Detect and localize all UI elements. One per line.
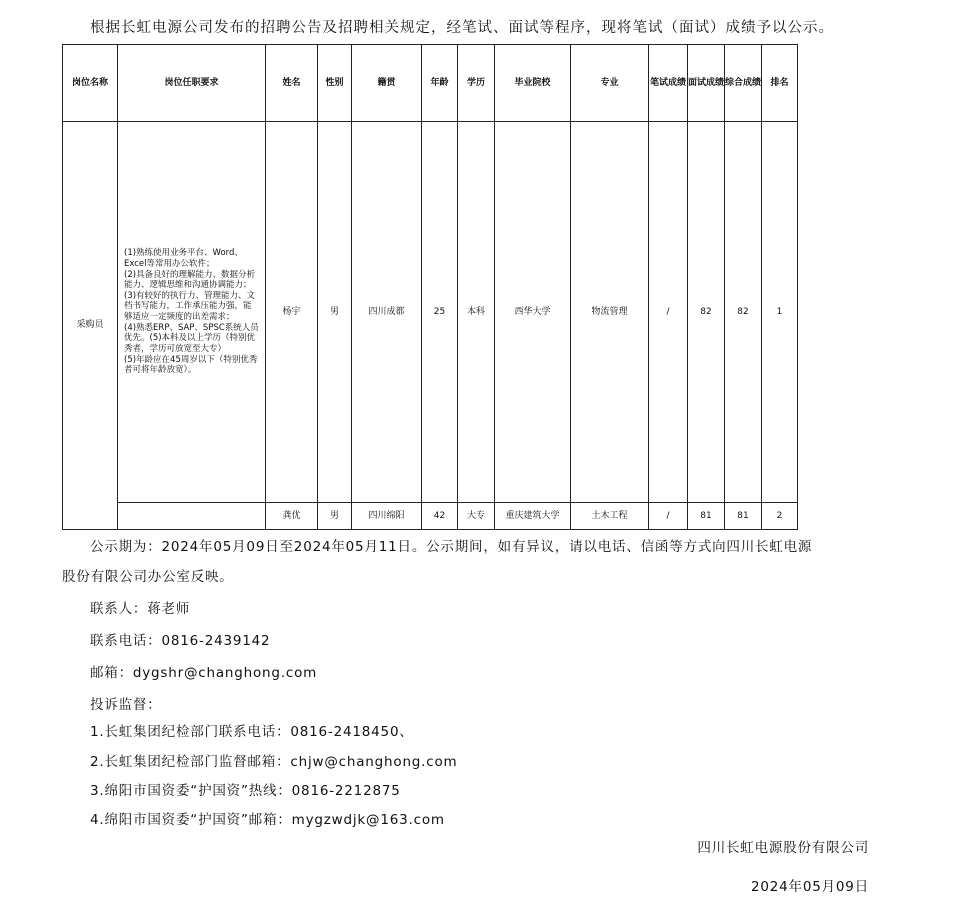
candidate-name: 杨宇 — [266, 122, 318, 503]
candidate-age: 42 — [422, 503, 458, 530]
candidate-rank: 2 — [762, 503, 798, 530]
signature-date: 2024年05月09日 — [750, 879, 869, 895]
candidate-origin: 四川绵阳 — [352, 503, 422, 530]
candidate-age: 25 — [422, 122, 458, 503]
header-total-score: 综合成绩 — [725, 45, 762, 122]
complaint-item: 2.长虹集团纪检部门监督邮箱：chjw@changhong.com — [90, 754, 458, 770]
requirement-item: (1)熟练使用业务平台、Word、Excel等常用办公软件； — [124, 248, 243, 269]
complaint-item: 3.绵阳市国资委“护国资”热线：0816-2212875 — [90, 783, 401, 799]
complaint-item: 4.绵阳市国资委“护国资”邮箱：mygzwdjk@163.com — [90, 812, 445, 828]
candidate-school: 重庆建筑大学 — [495, 503, 571, 530]
candidate-written-score: / — [649, 122, 688, 503]
candidate-total-score: 81 — [725, 503, 762, 530]
requirement-item: (5)年龄应在45周岁以下（特别优秀者可将年龄放宽）。 — [124, 354, 258, 376]
candidate-major: 物流管理 — [571, 122, 649, 503]
contact-phone: 联系电话：0816-2439142 — [90, 633, 271, 649]
candidate-total-score: 82 — [725, 122, 762, 503]
candidate-interview-score: 82 — [688, 122, 725, 503]
candidate-name: 龚优 — [266, 503, 318, 530]
candidate-gender: 男 — [318, 122, 352, 503]
header-rank: 排名 — [762, 45, 798, 122]
header-origin: 籍贯 — [352, 45, 422, 122]
intro-paragraph: 根据长虹电源公司发布的招聘公告及招聘相关规定，经笔试、面试等程序，现将笔试（面试）成绩予以公示。 — [90, 20, 834, 36]
table-header-row — [63, 45, 798, 122]
requirements-cell — [118, 122, 266, 503]
candidate-gender: 男 — [318, 503, 352, 530]
notice-period-line2: 股份有限公司办公室反映。 — [62, 569, 234, 585]
header-major: 专业 — [571, 45, 649, 122]
requirement-item: (4)熟悉ERP、SAP、SPSC系统人员优先。(5)本科及以上学历（特别优秀者，学历可放宽至大专） — [124, 322, 259, 354]
table-row — [63, 122, 798, 503]
position-cell: 采购员 — [63, 122, 118, 530]
header-education: 学历 — [458, 45, 495, 122]
header-requirements: 岗位任职要求 — [118, 45, 266, 122]
contact-person: 联系人：蒋老师 — [90, 601, 191, 617]
complaint-item: 1.长虹集团纪检部门联系电话：0816-2418450、 — [90, 724, 414, 740]
header-gender: 性别 — [318, 45, 352, 122]
header-position: 岗位名称 — [63, 45, 118, 122]
candidate-written-score: / — [649, 503, 688, 530]
contact-email: 邮箱：dygshr@changhong.com — [90, 665, 318, 681]
candidate-origin: 四川成都 — [352, 122, 422, 503]
results-table — [62, 44, 798, 530]
candidate-education: 本科 — [458, 122, 495, 503]
header-school: 毕业院校 — [495, 45, 571, 122]
candidate-school: 西华大学 — [495, 122, 571, 503]
signature-company: 四川长虹电源股份有限公司 — [697, 840, 869, 856]
candidate-education: 大专 — [458, 503, 495, 530]
header-age: 年龄 — [422, 45, 458, 122]
complaint-title: 投诉监督： — [90, 697, 162, 713]
table-row — [63, 503, 798, 530]
candidate-major: 土木工程 — [571, 503, 649, 530]
header-written-score: 笔试成绩 — [649, 45, 688, 122]
candidate-rank: 1 — [762, 122, 798, 503]
notice-period-line1: 公示期为：2024年05月09日至2024年05月11日。公示期间，如有异议，请以电话、信函等方式向四川长虹电源 — [90, 539, 813, 555]
requirement-item: (2)具备良好的理解能力、数据分析能力、逻辑思维和沟通协调能力； — [124, 269, 256, 291]
requirement-item: (3)有较好的执行力、管理能力、文档书写能力，工作承压能力强，能够适应一定频度的出差需求； — [124, 290, 256, 322]
header-name: 姓名 — [266, 45, 318, 122]
header-interview-score: 面试成绩 — [688, 45, 725, 122]
empty-requirements-cell — [118, 503, 266, 530]
candidate-interview-score: 81 — [688, 503, 725, 530]
